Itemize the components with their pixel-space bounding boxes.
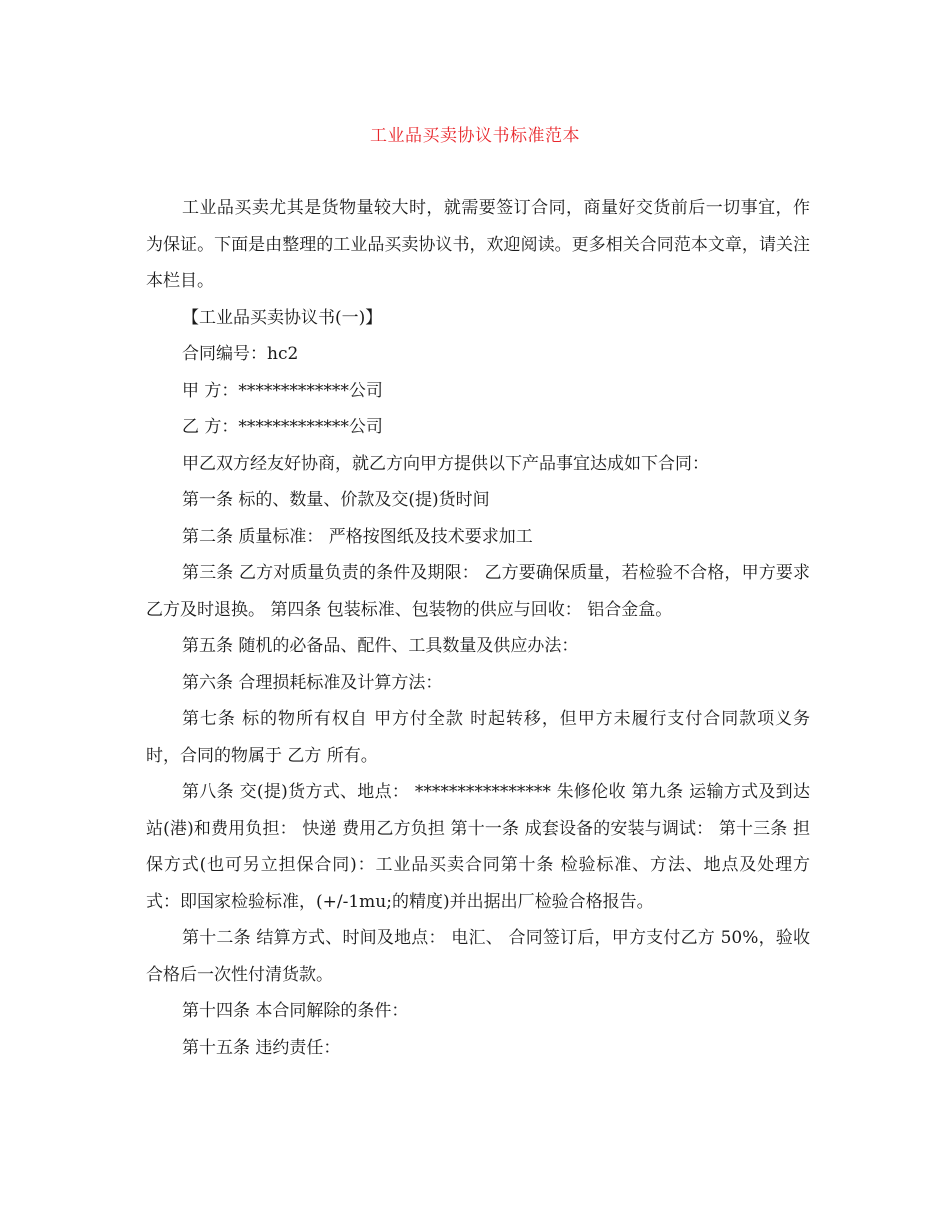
clause-15: 第十五条 违约责任： — [182, 1037, 341, 1058]
document-title: 工业品买卖协议书标准范本 — [370, 126, 580, 146]
party-b: 乙 方：*************公司 — [182, 417, 383, 437]
clause-2: 第二条 质量标准： 严格按图纸及技术要求加工 — [182, 526, 533, 547]
clause-1: 第一条 标的、数量、价款及交(提)货时间 — [182, 490, 490, 510]
contract-number: 合同编号：hc2 — [182, 344, 299, 364]
clause-3-4: 第三条 乙方对质量负责的条件及期限： 乙方要确保质量，若检验不合格，甲方要求乙方及时退换。 第四条 包装标准、包装物的供应与回收： 铝合金盒。 — [146, 563, 810, 620]
clause-6: 第六条 合理损耗标准及计算方法： — [182, 672, 443, 693]
clause-8-13: 第八条 交(提)货方式、地点： **************** 朱修伦收 第九条 运输方式及到达站(港)和费用负担： 快递 费用乙方负担 第十一条 成套设备的安装与调试： 第十三条 担保方式(也可另立担保合同)：工业品买卖合同第十条 检验标准、方法、地点及处理方式：即国家检验标准，(+/-1mu;的精度)并出据出厂检验合格报告。 — [146, 782, 810, 912]
section-heading: 【工业品买卖协议书(一)】 — [182, 307, 383, 328]
document-body — [146, 190, 810, 1066]
agreement-preamble: 甲乙双方经友好协商，就乙方向甲方提供以下产品事宜达成如下合同： — [182, 453, 709, 474]
clause-7: 第七条 标的物所有权自 甲方付全款 时起转移，但甲方未履行支付合同款项义务时，合同的物属于 乙方 所有。 — [146, 709, 810, 766]
clause-14: 第十四条 本合同解除的条件： — [182, 1001, 409, 1021]
party-a: 甲 方：*************公司 — [182, 380, 383, 401]
clause-12: 第十二条 结算方式、时间及地点： 电汇、 合同签订后，甲方支付乙方 50%，验收合格后一次性付清货款。 — [146, 928, 810, 985]
clause-5: 第五条 随机的必备品、配件、工具数量及供应办法： — [182, 636, 579, 656]
intro-paragraph: 工业品买卖尤其是货物量较大时，就需要签订合同，商量好交货前后一切事宜，作为保证。下面是由整理的工业品买卖协议书，欢迎阅读。更多相关合同范本文章，请关注本栏目。 — [146, 198, 810, 291]
